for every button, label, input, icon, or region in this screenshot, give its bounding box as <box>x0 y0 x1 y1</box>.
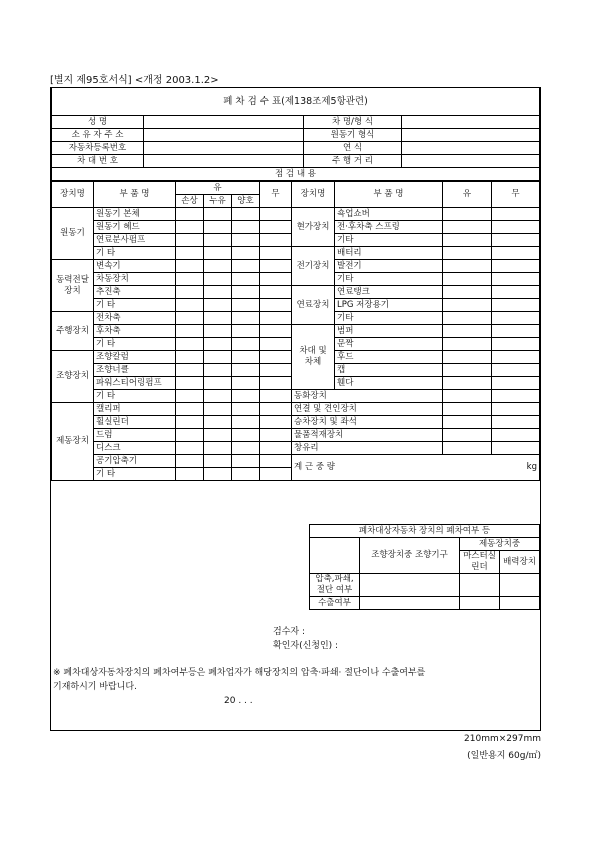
check-cell[interactable] <box>232 416 260 429</box>
part-name: 변속기 <box>94 260 176 273</box>
check-cell[interactable] <box>176 429 204 442</box>
check-cell[interactable] <box>260 390 292 403</box>
part-name: 조향너클 <box>94 364 176 377</box>
check-cell[interactable] <box>260 468 292 481</box>
part-name: 동화장치 <box>292 390 443 403</box>
check-cell[interactable] <box>260 286 292 299</box>
check-cell[interactable] <box>204 416 232 429</box>
section-header: 점 검 내 용 <box>52 168 540 181</box>
check-cell[interactable] <box>443 429 492 442</box>
part-name: 휀다 <box>335 377 443 390</box>
part-name: 휠실린더 <box>94 416 176 429</box>
check-cell[interactable] <box>204 286 232 299</box>
check-cell[interactable] <box>232 390 260 403</box>
check-cell[interactable] <box>443 442 492 455</box>
check-cell[interactable] <box>204 468 232 481</box>
check-cell[interactable] <box>232 338 260 351</box>
part-name: 디스크 <box>94 442 176 455</box>
check-cell[interactable] <box>232 351 260 364</box>
check-cell[interactable] <box>176 442 204 455</box>
check-cell[interactable] <box>176 351 204 364</box>
part-name: 기 타 <box>94 247 176 260</box>
part-name: 창유리 <box>292 442 443 455</box>
check-cell[interactable] <box>176 208 204 221</box>
check-cell[interactable] <box>260 351 292 364</box>
check-cell[interactable] <box>260 299 292 312</box>
check-cell[interactable] <box>492 351 540 364</box>
part-name: 기타 <box>335 312 443 325</box>
weight-label: 계 근 중 량 <box>294 462 335 472</box>
info-row: 차 대 번 호 주 행 거 리 <box>52 155 540 168</box>
inspector-label: 검수자 : <box>273 627 305 637</box>
check-cell[interactable] <box>260 338 292 351</box>
check-cell[interactable] <box>443 299 492 312</box>
check-cell[interactable] <box>232 468 260 481</box>
table-row <box>52 416 540 429</box>
confirmer-label: 확인자(신청인) : <box>273 641 339 651</box>
check-cell[interactable] <box>176 390 204 403</box>
check-cell[interactable] <box>260 442 292 455</box>
check-cell[interactable] <box>204 442 232 455</box>
check-cell[interactable] <box>260 312 292 325</box>
part-name: 전·후차축 스프링 <box>335 221 443 234</box>
table-row <box>52 390 540 403</box>
check-cell[interactable] <box>260 273 292 286</box>
scrap-status-table: 폐차대상자동차 장치의 폐차여부 등 조향장치중 조향기구 제동장치중 마스터실린더 배력장치 압축,파쇄, 절단 여부 수출여부 <box>309 524 540 610</box>
check-cell[interactable] <box>443 377 492 390</box>
check-cell[interactable] <box>443 286 492 299</box>
part-name: 범퍼 <box>335 325 443 338</box>
check-cell[interactable] <box>232 429 260 442</box>
part-name: 원동기 헤드 <box>94 221 176 234</box>
check-cell[interactable] <box>492 442 540 455</box>
check-cell[interactable] <box>260 377 292 390</box>
check-cell[interactable] <box>232 260 260 273</box>
part-name: 전차축 <box>94 312 176 325</box>
part-name: 캡 <box>335 364 443 377</box>
check-cell[interactable] <box>260 455 292 468</box>
check-cell[interactable] <box>204 208 232 221</box>
check-cell[interactable] <box>443 234 492 247</box>
check-cell[interactable] <box>232 247 260 260</box>
check-cell[interactable] <box>443 208 492 221</box>
check-cell[interactable] <box>443 351 492 364</box>
check-cell[interactable] <box>443 312 492 325</box>
info-row: 소 유 자 주 소 원동기 형식 <box>52 129 540 142</box>
check-cell[interactable] <box>232 299 260 312</box>
check-cell[interactable] <box>204 455 232 468</box>
part-name: 발전기 <box>335 260 443 273</box>
device-group-name: 현가장치 <box>292 208 335 247</box>
check-cell[interactable] <box>492 208 540 221</box>
check-cell[interactable] <box>492 416 540 429</box>
device-group-name: 동력전달장치 <box>52 260 94 312</box>
part-name: 추진축 <box>94 286 176 299</box>
check-cell[interactable] <box>232 273 260 286</box>
note-text: ※ 폐차대상자동차장치의 폐차여부등은 폐차업자가 해당장치의 압축·파쇄· 절단이나 수출여부를 기재하시기 바랍니다. <box>53 668 426 692</box>
check-cell[interactable] <box>176 325 204 338</box>
check-cell[interactable] <box>176 221 204 234</box>
check-cell[interactable] <box>232 221 260 234</box>
part-name: 연료탱크 <box>335 286 443 299</box>
table-row <box>52 286 540 299</box>
part-name: LPG 저장용기 <box>335 299 443 312</box>
check-cell[interactable] <box>492 325 540 338</box>
check-cell[interactable] <box>443 403 492 416</box>
check-cell[interactable] <box>492 247 540 260</box>
part-name: 기타 <box>335 273 443 286</box>
check-cell[interactable] <box>176 377 204 390</box>
scrap-inspection-form <box>50 87 541 731</box>
part-name: 연결 및 견인장치 <box>292 403 443 416</box>
check-cell[interactable] <box>176 260 204 273</box>
check-cell[interactable] <box>204 247 232 260</box>
check-cell[interactable] <box>176 403 204 416</box>
check-cell[interactable] <box>176 247 204 260</box>
check-cell[interactable] <box>204 312 232 325</box>
check-cell[interactable] <box>260 429 292 442</box>
check-cell[interactable] <box>176 416 204 429</box>
check-cell[interactable] <box>260 208 292 221</box>
check-cell[interactable] <box>260 403 292 416</box>
check-cell[interactable] <box>260 221 292 234</box>
check-cell[interactable] <box>260 260 292 273</box>
check-cell[interactable] <box>204 234 232 247</box>
check-cell[interactable] <box>204 364 232 377</box>
part-name: 연료분사펌프 <box>94 234 176 247</box>
check-cell[interactable] <box>204 351 232 364</box>
check-cell[interactable] <box>492 429 540 442</box>
check-cell[interactable] <box>204 390 232 403</box>
part-name: 후차축 <box>94 325 176 338</box>
table-row <box>52 247 540 260</box>
check-cell[interactable] <box>232 442 260 455</box>
check-cell[interactable] <box>176 273 204 286</box>
check-cell[interactable] <box>492 234 540 247</box>
check-cell[interactable] <box>232 325 260 338</box>
weight-row[interactable] <box>292 455 540 481</box>
check-cell[interactable] <box>492 403 540 416</box>
check-cell[interactable] <box>204 338 232 351</box>
date-line: 20 . . . <box>224 696 253 706</box>
check-cell[interactable] <box>176 364 204 377</box>
check-cell[interactable] <box>492 338 540 351</box>
check-cell[interactable] <box>492 260 540 273</box>
check-cell[interactable] <box>232 208 260 221</box>
device-group-name: 원동기 <box>52 208 94 260</box>
part-name: 쇽업쇼버 <box>335 208 443 221</box>
check-cell[interactable] <box>443 221 492 234</box>
part-name: 조향칼럼 <box>94 351 176 364</box>
info-row: 성 명 차 명/형 식 <box>52 116 540 129</box>
device-group-name: 조향장치 <box>52 351 94 403</box>
part-name: 기 타 <box>94 468 176 481</box>
check-cell[interactable] <box>443 325 492 338</box>
info-row: 자동차등록번호 연 식 <box>52 142 540 155</box>
part-name: 배터리 <box>335 247 443 260</box>
part-name: 기 타 <box>94 390 176 403</box>
check-cell[interactable] <box>204 377 232 390</box>
check-cell[interactable] <box>443 273 492 286</box>
device-group-name: 연료장치 <box>292 286 335 325</box>
check-cell[interactable] <box>204 273 232 286</box>
check-cell[interactable] <box>492 299 540 312</box>
check-cell[interactable] <box>443 364 492 377</box>
check-cell[interactable] <box>443 247 492 260</box>
check-cell[interactable] <box>232 403 260 416</box>
table-row <box>52 208 540 221</box>
check-cell[interactable] <box>176 234 204 247</box>
part-name: 드럼 <box>94 429 176 442</box>
table-row <box>52 442 540 455</box>
check-cell[interactable] <box>492 377 540 390</box>
check-cell[interactable] <box>492 364 540 377</box>
part-name: 원동기 본체 <box>94 208 176 221</box>
check-cell[interactable] <box>492 390 540 403</box>
check-cell[interactable] <box>232 364 260 377</box>
table-row <box>52 403 540 416</box>
part-name: 후드 <box>335 351 443 364</box>
check-cell[interactable] <box>232 455 260 468</box>
check-cell[interactable] <box>176 338 204 351</box>
check-cell[interactable] <box>492 273 540 286</box>
inspection-table: 장치명 부 품 명 유 무 장치명 부 품 명 유 무 손상 누유 양호 원동기 원동기 본체 현가장치 쇽업쇼버 원동기 헤드 전·후차축 스프링 연료분사펌프 기타 기 타 전기장치 배터리 동력전달장치 변속기 발전기 차동장치 기타 추진축 연료장치 연료탱크 기 타 LPG 저장용기 주행장치 전차축 기타 후차축 차대 및 차체 범퍼 기 타 문짝 조향장치 조향칼럼 후드 조향너클 캡 파워스티어링펌프 휀다 기 타 동화장치 제동장치 캘리퍼 연결 및 견인장치 휠실린더 승차장치 및 좌석 드럼 물품적재장치 디스크 창유리 공기압축기 계 근 중 량 kg 기 타 <box>51 181 540 481</box>
check-cell[interactable] <box>176 468 204 481</box>
check-cell[interactable] <box>204 403 232 416</box>
check-cell[interactable] <box>204 260 232 273</box>
check-cell[interactable] <box>443 416 492 429</box>
part-name: 기타 <box>335 234 443 247</box>
check-cell[interactable] <box>260 234 292 247</box>
part-name: 물품적재장치 <box>292 429 443 442</box>
device-group-name: 주행장치 <box>52 312 94 351</box>
check-cell[interactable] <box>204 299 232 312</box>
table-row <box>52 429 540 442</box>
form-reference: [별지 제95호서식] <개정 2003.1.2> <box>50 75 219 86</box>
inspection-rows <box>52 208 540 481</box>
check-cell[interactable] <box>443 338 492 351</box>
check-cell[interactable] <box>232 286 260 299</box>
check-cell[interactable] <box>492 312 540 325</box>
part-name: 승차장치 및 좌석 <box>292 416 443 429</box>
check-cell[interactable] <box>204 221 232 234</box>
check-cell[interactable] <box>232 377 260 390</box>
check-cell[interactable] <box>492 221 540 234</box>
header-table <box>51 88 540 181</box>
check-cell[interactable] <box>176 455 204 468</box>
check-cell[interactable] <box>204 429 232 442</box>
check-cell[interactable] <box>176 299 204 312</box>
part-name: 공기압축기 <box>94 455 176 468</box>
check-cell[interactable] <box>260 416 292 429</box>
part-name: 차동장치 <box>94 273 176 286</box>
check-cell[interactable] <box>260 325 292 338</box>
check-cell[interactable] <box>443 390 492 403</box>
paper-type: (일반용지 60g/㎡) <box>467 751 541 761</box>
part-name: 문짝 <box>335 338 443 351</box>
check-cell[interactable] <box>176 286 204 299</box>
check-cell[interactable] <box>204 325 232 338</box>
weight-unit: kg <box>526 462 537 472</box>
part-name: 기 타 <box>94 299 176 312</box>
part-name: 기 타 <box>94 338 176 351</box>
check-cell[interactable] <box>232 312 260 325</box>
part-name: 캘리퍼 <box>94 403 176 416</box>
check-cell[interactable] <box>492 286 540 299</box>
check-cell[interactable] <box>176 312 204 325</box>
check-cell[interactable] <box>443 260 492 273</box>
device-group-name: 제동장치 <box>52 403 94 481</box>
check-cell[interactable] <box>260 247 292 260</box>
table-row <box>52 455 540 468</box>
check-cell[interactable] <box>232 234 260 247</box>
part-name: 파워스티어링펌프 <box>94 377 176 390</box>
device-group-name: 전기장치 <box>292 247 335 286</box>
table-row <box>52 325 540 338</box>
check-cell[interactable] <box>260 364 292 377</box>
device-group-name: 차대 및 차체 <box>292 325 335 390</box>
form-title: 폐 차 검 수 표(제138조제5항관련) <box>52 88 540 116</box>
scrap-section-title: 폐차대상자동차 장치의 폐차여부 등 <box>310 525 540 538</box>
paper-size: 210mm×297mm <box>464 734 541 744</box>
